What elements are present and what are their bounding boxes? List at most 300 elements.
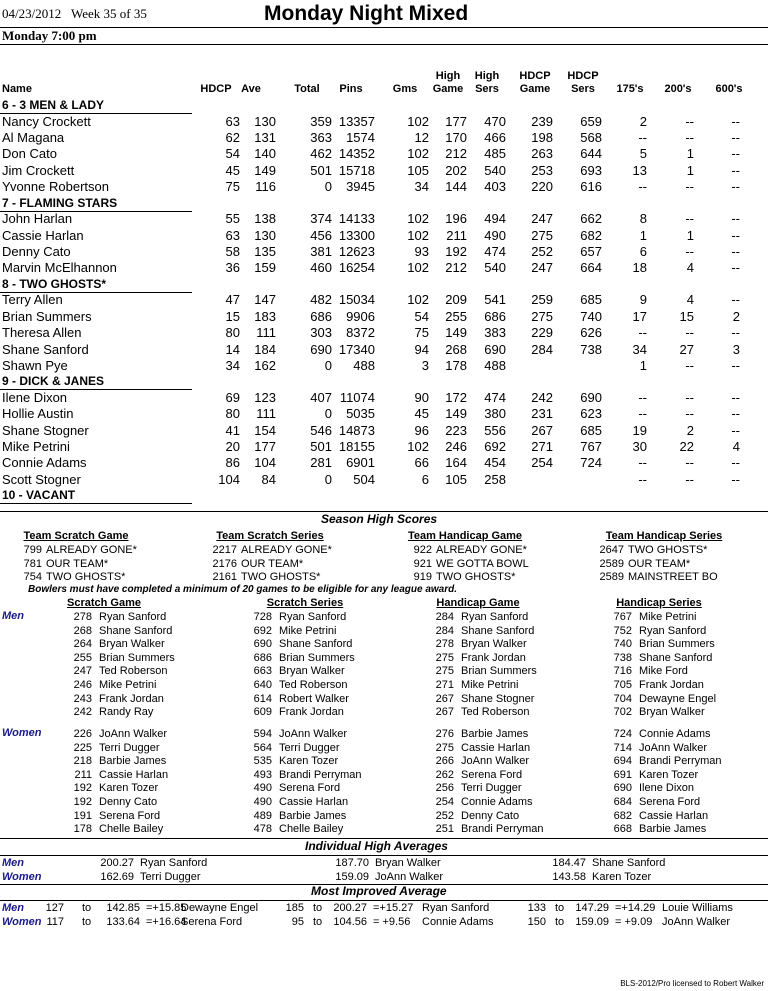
player-row (0, 228, 768, 244)
improved-to-word: to (313, 902, 323, 914)
player-row (0, 211, 768, 227)
stat-cell: 63 (225, 227, 240, 243)
award-score: 754 (23, 571, 42, 583)
stat-cell: -- (638, 325, 647, 341)
award-score: 252 (435, 809, 454, 822)
player-row (0, 146, 768, 162)
improved-from: 150 (527, 916, 546, 928)
award-bowler: JoAnn Walker (99, 728, 168, 740)
award-score: 919 (413, 571, 432, 583)
column-header: High Sers (474, 70, 500, 95)
stat-cell: 664 (580, 260, 602, 276)
award-score: 2217 (212, 544, 237, 556)
stat-cell: 690 (580, 390, 602, 405)
player-name: Shane Stogner (2, 422, 89, 438)
player-row (0, 439, 768, 455)
stat-cell: 474 (484, 390, 506, 405)
stat-cell: 34 (414, 179, 429, 195)
improved-bowler: JoAnn Walker (662, 916, 731, 928)
award-bowler: Barbie James (279, 809, 347, 822)
header-rule-2 (0, 44, 768, 45)
award-bowler: Barbie James (461, 728, 529, 740)
stat-cell: 86 (225, 455, 240, 471)
player-name: Scott Stogner (2, 471, 81, 487)
award-score: 728 (253, 611, 272, 623)
award-bowler: Barbie James (639, 823, 707, 836)
column-header: Ave (241, 83, 261, 95)
award-score: 256 (435, 782, 454, 795)
roster-table (0, 72, 768, 504)
stat-cell: 36 (225, 260, 240, 276)
stat-cell: 556 (484, 422, 506, 438)
award-score: 284 (435, 624, 454, 637)
award-score: 255 (73, 651, 92, 664)
player-name: Ilene Dixon (2, 390, 68, 405)
stat-cell: 1 (686, 146, 694, 162)
stat-cell: 202 (445, 162, 467, 178)
stat-cell: 0 (324, 357, 332, 373)
stat-cell: 374 (310, 211, 332, 227)
player-row (0, 342, 768, 358)
improved-from: 117 (46, 916, 64, 928)
stat-cell: 104 (254, 455, 276, 471)
award-bowler: JoAnn Walker (279, 728, 348, 740)
award-bowler: Denny Cato (461, 809, 520, 822)
stat-cell: 149 (445, 325, 467, 341)
stat-cell: 123 (254, 390, 276, 405)
improved-from: 133 (527, 902, 546, 914)
award-bowler: Ryan Sanford (279, 611, 347, 623)
stat-cell: -- (731, 260, 740, 276)
award-bowler: Shane Sanford (639, 651, 713, 664)
award-score: 271 (435, 679, 454, 691)
award-score: 640 (253, 679, 272, 691)
stat-cell: 84 (261, 471, 276, 487)
average-value: 159.09 (335, 871, 369, 883)
improved-from: 127 (45, 902, 64, 914)
stat-cell: 6 (639, 244, 647, 259)
award-score: 564 (253, 741, 272, 754)
improved-avg: 159.09 (575, 916, 609, 928)
award-bowler: Frank Jordan (461, 651, 526, 664)
award-score: 254 (435, 796, 454, 808)
stat-cell: 116 (255, 179, 276, 195)
award-bowler: Karen Tozer (279, 755, 339, 768)
stat-cell: 1 (686, 162, 694, 178)
improved-diff: = +9.09 (615, 916, 653, 928)
stat-cell: 41 (225, 422, 240, 438)
stat-cell: 470 (484, 113, 506, 129)
stat-cell: 4 (732, 439, 740, 455)
award-score: 264 (73, 638, 92, 651)
individual-award-header: Handicap Series (616, 597, 702, 609)
player-row (0, 163, 768, 179)
award-score: 2647 (599, 544, 624, 556)
award-score: 663 (253, 665, 272, 678)
player-row (0, 309, 768, 325)
stat-cell: 456 (310, 227, 332, 243)
stat-cell: 540 (484, 162, 506, 178)
stat-cell: 198 (531, 130, 553, 146)
award-team: TWO GHOSTS* (436, 571, 516, 583)
stat-cell: 740 (580, 308, 602, 324)
player-name: John Harlan (2, 211, 73, 227)
improved-bowler: Serena Ford (181, 916, 243, 928)
stat-cell: 66 (414, 455, 429, 471)
team-header-row (0, 196, 768, 212)
stat-cell: 501 (310, 162, 332, 178)
stat-cell: 1 (686, 227, 694, 243)
stat-cell: 135 (254, 244, 276, 259)
stat-cell: 6 (421, 471, 429, 487)
award-score: 702 (613, 706, 632, 719)
award-bowler: Dewayne Engel (639, 692, 717, 705)
stat-cell: 15 (225, 308, 240, 324)
stat-cell: -- (685, 357, 694, 373)
stat-cell: 546 (310, 422, 332, 438)
award-bowler: Serena Ford (99, 809, 161, 822)
award-bowler: Mike Petrini (639, 611, 697, 623)
stat-cell: 692 (484, 439, 506, 455)
award-score: 609 (253, 706, 272, 719)
team-award-header: Team Handicap Series (605, 530, 723, 542)
stat-cell: 494 (484, 211, 506, 227)
award-score: 218 (73, 755, 92, 768)
player-name: Shawn Pye (2, 357, 68, 373)
stat-cell: -- (731, 162, 740, 178)
stat-cell: 212 (445, 146, 467, 162)
player-row (0, 260, 768, 276)
stat-cell: -- (731, 211, 740, 227)
stat-cell: 147 (254, 292, 276, 308)
award-bowler: Brian Summers (279, 651, 355, 664)
player-row (0, 358, 768, 374)
stat-cell: 5035 (346, 406, 375, 422)
team-header-row (0, 374, 768, 390)
stat-cell: -- (731, 390, 740, 405)
award-score: 684 (613, 796, 632, 808)
stat-cell: 102 (407, 146, 429, 162)
stat-cell: 16254 (338, 260, 375, 276)
stat-cell: -- (731, 227, 740, 243)
column-header: 600's (715, 83, 743, 95)
stat-cell: 105 (445, 471, 467, 487)
stat-cell: 170 (445, 130, 467, 146)
award-score: 2161 (212, 571, 237, 583)
improved-diff: =+15.85 (146, 902, 187, 914)
award-score: 211 (74, 768, 92, 781)
league-title: Monday Night Mixed (264, 2, 469, 25)
stat-cell: 258 (484, 471, 506, 487)
stat-cell: 504 (353, 471, 375, 487)
stat-cell: 252 (531, 244, 553, 259)
stat-cell: 22 (679, 439, 694, 455)
column-header: Pins (339, 83, 363, 95)
stat-cell: 130 (254, 227, 276, 243)
women-avg-label: Women (2, 871, 42, 883)
stat-cell: -- (685, 325, 694, 341)
stat-cell: 130 (254, 113, 276, 129)
stat-cell: 30 (632, 439, 647, 455)
award-bowler: Karen Tozer (99, 782, 159, 795)
player-name: Al Magana (2, 130, 65, 146)
stat-cell: 247 (531, 260, 553, 276)
average-value: 184.47 (552, 857, 586, 869)
player-name: Nancy Crockett (2, 113, 91, 129)
stat-cell: 488 (484, 357, 506, 373)
stat-cell: 94 (414, 341, 429, 357)
award-bowler: Brian Summers (461, 665, 537, 678)
stat-cell: -- (731, 357, 740, 373)
award-score: 266 (435, 755, 454, 768)
stat-cell: -- (731, 113, 740, 129)
stat-cell: 0 (324, 179, 332, 195)
award-score: 2176 (212, 557, 237, 570)
average-bowler: Ryan Sanford (140, 857, 208, 869)
stat-cell: 501 (310, 439, 332, 455)
award-bowler: Brian Summers (639, 638, 715, 651)
individual-award-header: Scratch Game (67, 597, 141, 609)
award-score: 705 (613, 679, 632, 691)
award-bowler: Ilene Dixon (639, 782, 695, 795)
player-name: Cassie Harlan (2, 227, 84, 243)
award-bowler: Bryan Walker (279, 665, 345, 678)
stat-cell: 55 (225, 211, 240, 227)
column-header: Total (294, 83, 320, 95)
player-name: Shane Sanford (2, 341, 89, 357)
most-improved-title: Most Improved Average (311, 884, 447, 898)
stat-cell: 177 (445, 113, 467, 129)
award-bowler: Serena Ford (461, 768, 523, 781)
column-header: Gms (392, 83, 418, 95)
stat-cell: 11074 (339, 390, 375, 405)
stat-cell: -- (731, 244, 740, 259)
stat-cell: 540 (484, 260, 506, 276)
stat-cell: 690 (310, 341, 332, 357)
stat-cell: 644 (580, 146, 602, 162)
stat-cell: 18 (632, 260, 647, 276)
stat-cell: 102 (407, 211, 429, 227)
player-name: Hollie Austin (2, 406, 74, 422)
stat-cell: -- (731, 406, 740, 422)
award-score: 716 (613, 665, 632, 678)
award-score: 690 (253, 638, 272, 651)
player-name: Terry Allen (2, 292, 63, 308)
player-name: Don Cato (2, 146, 57, 162)
stat-cell: 267 (531, 422, 553, 438)
award-score: 225 (73, 741, 92, 754)
team-name: 6 - 3 MEN & LADY (2, 98, 105, 112)
stat-cell: 1 (639, 227, 647, 243)
award-score: 489 (253, 809, 272, 822)
improved-to-word: to (313, 916, 323, 928)
award-score: 704 (613, 692, 632, 705)
player-name: Mike Petrini (2, 439, 70, 455)
award-bowler: Ryan Sanford (461, 611, 529, 623)
stat-cell: 466 (484, 130, 506, 146)
award-bowler: Shane Sanford (279, 638, 353, 651)
award-bowler: JoAnn Walker (461, 755, 530, 768)
award-bowler: Brandi Perryman (639, 755, 722, 768)
average-bowler: JoAnn Walker (375, 871, 444, 883)
stat-cell: -- (638, 406, 647, 422)
stat-cell: 242 (531, 390, 553, 405)
stat-cell: -- (731, 146, 740, 162)
award-score: 262 (435, 768, 454, 781)
stat-cell: 1574 (346, 130, 375, 146)
award-score: 278 (435, 638, 454, 651)
award-score: 535 (253, 755, 272, 768)
improved-to-word: to (555, 916, 565, 928)
player-row (0, 423, 768, 439)
column-header: HDCP Sers (567, 70, 599, 95)
stat-cell: 275 (531, 227, 553, 243)
column-header: High Game (432, 70, 464, 95)
award-bowler: Bryan Walker (639, 706, 705, 719)
stat-cell: -- (685, 113, 694, 129)
stat-cell: 3945 (346, 179, 375, 195)
column-header: 175's (616, 83, 644, 95)
award-bowler: Brandi Perryman (461, 823, 544, 836)
stat-cell: 54 (414, 308, 429, 324)
award-score: 490 (253, 782, 272, 795)
award-bowler: Brian Summers (99, 651, 175, 664)
men-improved-label: Men (2, 902, 24, 914)
section-title: Season High Scores (321, 512, 438, 526)
column-header: HDCP Game (519, 70, 551, 95)
stat-cell: -- (638, 179, 647, 195)
stat-cell: 18155 (338, 439, 375, 455)
award-team: MAINSTREET BO (628, 571, 718, 583)
stat-cell: 2 (639, 113, 647, 129)
award-bowler: Ryan Sanford (639, 624, 707, 637)
stat-cell: 34 (632, 341, 647, 357)
stat-cell: 13300 (338, 227, 375, 243)
award-bowler: Mike Petrini (279, 624, 337, 637)
stat-cell: 102 (407, 113, 429, 129)
stat-cell: 27 (679, 341, 694, 357)
award-team: OUR TEAM* (46, 557, 109, 570)
average-bowler: Shane Sanford (592, 857, 666, 869)
stat-cell: -- (731, 292, 740, 308)
stat-cell: 275 (531, 308, 553, 324)
stat-cell: 1 (639, 357, 647, 373)
stat-cell: 192 (445, 244, 467, 259)
award-bowler: Bryan Walker (461, 638, 527, 651)
award-score: 275 (435, 651, 454, 664)
stat-cell: 34 (225, 357, 240, 373)
award-bowler: Terri Dugger (99, 741, 160, 754)
improved-to-word: to (82, 902, 92, 914)
stat-cell: 14873 (338, 422, 375, 438)
stat-cell: 454 (484, 455, 506, 471)
stat-cell: 102 (407, 227, 429, 243)
award-team: OUR TEAM* (241, 557, 304, 570)
player-name: Brian Summers (2, 308, 92, 324)
award-bowler: Terri Dugger (461, 782, 522, 795)
award-score: 714 (613, 741, 632, 754)
award-score: 247 (73, 665, 92, 678)
award-bowler: Cassie Harlan (99, 768, 169, 781)
high-averages-title: Individual High Averages (305, 839, 448, 853)
roster-column-headers (0, 72, 768, 98)
stat-cell: 96 (414, 422, 429, 438)
award-bowler: Robert Walker (279, 692, 349, 705)
stat-cell: 541 (484, 292, 506, 308)
award-bowler: Ryan Sanford (99, 611, 167, 623)
improved-bowler: Dewayne Engel (181, 902, 259, 914)
stat-cell: 2 (686, 422, 694, 438)
stat-cell: 254 (531, 455, 553, 471)
stat-cell: 662 (580, 211, 602, 227)
stat-cell: 178 (445, 357, 467, 373)
improved-avg: 142.85 (106, 902, 140, 914)
stat-cell: 220 (531, 179, 553, 195)
improved-from: 95 (291, 916, 304, 928)
award-bowler: Connie Adams (461, 796, 533, 808)
player-row (0, 244, 768, 260)
improved-diff: =+14.29 (615, 902, 656, 914)
award-bowler: Cassie Harlan (279, 796, 349, 808)
stat-cell: 3 (732, 341, 740, 357)
stat-cell: 105 (407, 162, 429, 178)
stat-cell: 102 (407, 260, 429, 276)
stat-cell: 616 (580, 179, 602, 195)
stat-cell: -- (731, 471, 740, 487)
stat-cell: 490 (484, 227, 506, 243)
award-score: 781 (23, 557, 42, 570)
award-bowler: Randy Ray (99, 706, 154, 719)
average-bowler: Bryan Walker (375, 857, 441, 869)
award-bowler: Ted Roberson (461, 706, 530, 719)
section-rule (0, 900, 768, 901)
women-label: Women (2, 727, 42, 739)
stat-cell: 63 (225, 113, 240, 129)
stat-cell: 659 (580, 113, 602, 129)
award-score: 738 (613, 651, 632, 664)
award-score: 692 (253, 624, 272, 637)
stat-cell: 15 (679, 308, 694, 324)
stat-cell: 211 (446, 227, 467, 243)
stat-cell: 90 (414, 390, 429, 405)
stat-cell: -- (731, 422, 740, 438)
team-divider (0, 503, 192, 504)
stat-cell: 482 (310, 292, 332, 308)
stat-cell: 359 (310, 113, 332, 129)
stat-cell: 75 (225, 179, 240, 195)
stat-cell: 14 (225, 341, 240, 357)
stat-cell: 407 (310, 390, 332, 405)
stat-cell: 17340 (338, 341, 375, 357)
stat-cell: 75 (414, 325, 429, 341)
stat-cell: 0 (324, 471, 332, 487)
stat-cell: 363 (310, 130, 332, 146)
stat-cell: 383 (484, 325, 506, 341)
award-score: 686 (253, 651, 272, 664)
stat-cell: 403 (484, 179, 506, 195)
stat-cell: 9 (639, 292, 647, 308)
column-header: HDCP (200, 83, 232, 95)
stat-cell: 380 (484, 406, 506, 422)
player-row (0, 179, 768, 195)
stat-cell: 239 (531, 113, 553, 129)
stat-cell: -- (731, 455, 740, 471)
stat-cell: 247 (531, 211, 553, 227)
stat-cell: -- (731, 325, 740, 341)
stat-cell: 4 (686, 260, 694, 276)
award-score: 767 (613, 611, 632, 623)
improved-avg: 104.56 (333, 916, 367, 928)
